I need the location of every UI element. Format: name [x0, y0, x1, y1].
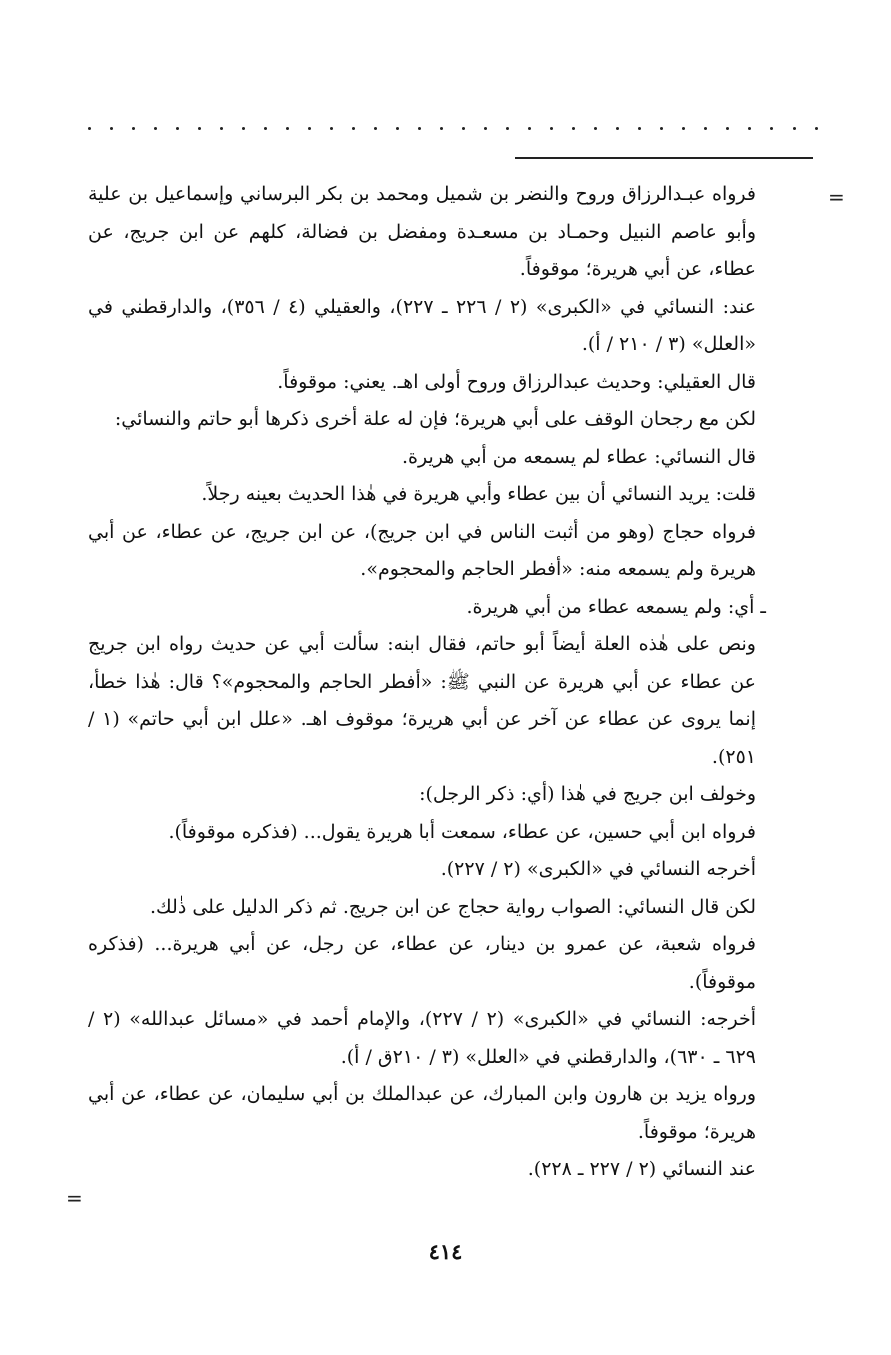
paragraph: لكن مع رجحان الوقف على أبي هريرة؛ فإن له علة أخرى ذكرها أبو حاتم والنسائي: [114, 408, 756, 430]
header-dot [154, 127, 157, 130]
header-dot [660, 127, 663, 130]
page-number: ٤١٤ [428, 1239, 463, 1264]
header-dot [198, 127, 201, 130]
header-dot [815, 127, 818, 130]
paragraph: عند: النسائي في «الكبرى» (٢ / ٢٢٦ ـ ٢٢٧)، والعقيلي (٤ / ٣٥٦)، والدارقطني في «العلل» (٣ / ٢١٠ / أ). [88, 295, 757, 355]
paragraph: قال النسائي: عطاء لم يسمعه من أبي هريرة. [402, 445, 756, 468]
header-dot [286, 127, 289, 130]
header-dot [770, 127, 773, 130]
header-dot [682, 127, 685, 130]
header-dot [440, 127, 443, 130]
header-dot [528, 127, 531, 130]
paragraph: ـ أي: ولم يسمعه عطاء من أبي هريرة. [466, 595, 766, 618]
header-dot [704, 127, 707, 130]
header-dot [242, 127, 245, 130]
header-dot [308, 127, 311, 130]
header-dot [352, 127, 355, 130]
header-dot [616, 127, 619, 130]
header-dot [264, 127, 267, 130]
header-dot [550, 127, 553, 130]
header-dots [88, 118, 818, 138]
paragraph: فرواه حجاج (وهو من أثبت الناس في ابن جريج)، عن ابن جريج، عن عطاء، عن أبي هريرة ولم يسمعه منه: «أفطر الحاجم والمحجوم». [88, 520, 756, 580]
paragraph: أخرجه النسائي في «الكبرى» (٢ / ٢٢٧). [440, 858, 756, 880]
header-dot [330, 127, 333, 130]
footnote-separator [515, 157, 813, 159]
paragraph: وخولف ابن جريج في هٰذا (أي: ذكر الرجل): [419, 783, 756, 805]
header-dot [793, 127, 796, 130]
paragraph: فرواه عبـدالرزاق وروح والنضر بن شميل ومحمد بن بكر البرساني وإسماعيل بن علية وأبو عاصم النبيل وحمـاد بن مسعـدة ومفضل بن فضالة، كلهم عن ابن جريج، عن عطاء، عن أبي هريرة؛ موقوفاً. [88, 183, 756, 280]
header-dot [176, 127, 179, 130]
header-dot [132, 127, 135, 130]
header-dot [418, 127, 421, 130]
paragraph: ونص على هٰذه العلة أيضاً أبو حاتم، فقال ابنه: سألت أبي عن حديث رواه ابن جريج عن عطاء عن أبي هريرة عن النبي ﷺ: «أفطر الحاجم والمحجوم»؟ قال: هٰذا خطأ، إنما يروى عن عطاء عن آخر عن أبي هريرة؛ موقوف اهـ. «علل ابن أبي حاتم» (١ / ٢٥١). [88, 633, 756, 768]
header-dot [110, 127, 113, 130]
paragraph: قال العقيلي: وحديث عبدالرزاق وروح أولى اهـ. يعني: موقوفاً. [277, 370, 756, 393]
header-dot [484, 127, 487, 130]
header-dot [572, 127, 575, 130]
paragraph: فرواه شعبة، عن عمرو بن دينار، عن عطاء، عن رجل، عن أبي هريرة... (فذكره موقوفاً). [88, 933, 756, 993]
header-dot [726, 127, 729, 130]
paragraph: أخرجه: النسائي في «الكبرى» (٢ / ٢٢٧)، والإمام أحمد في «مسائل عبدالله» (٢ / ٦٢٩ ـ ٦٣٠)، والدارقطني في «العلل» (٣ / ٢١٠ق / أ). [88, 1008, 756, 1068]
paragraph: ورواه يزيد بن هارون وابن المبارك، عن عبدالملك بن أبي سليمان، عن عطاء، عن أبي هريرة؛ موقوفاً. [88, 1083, 756, 1143]
header-dot [594, 127, 597, 130]
paragraph: عند النسائي (٢ / ٢٢٧ ـ ٢٢٨). [527, 1158, 756, 1180]
continuation-mark-top: = [828, 185, 845, 209]
header-dot [748, 127, 751, 130]
continuation-mark-bottom: = [66, 1186, 83, 1210]
header-dot [396, 127, 399, 130]
header-dot [638, 127, 641, 130]
header-dot [88, 127, 91, 130]
paragraph: قلت: يريد النسائي أن بين عطاء وأبي هريرة في هٰذا الحديث بعينه رجلاً. [201, 483, 756, 505]
header-dot [220, 127, 223, 130]
header-dot [374, 127, 377, 130]
footnote-body [88, 176, 818, 1189]
header-dot [462, 127, 465, 130]
paragraph: فرواه ابن أبي حسين، عن عطاء، سمعت أبا هريرة يقول... (فذكره موقوفاً). [168, 820, 756, 843]
header-dot [506, 127, 509, 130]
paragraph: لكن قال النسائي: الصواب رواية حجاج عن ابن جريج. ثم ذكر الدليل على ذٰلك. [150, 895, 756, 918]
